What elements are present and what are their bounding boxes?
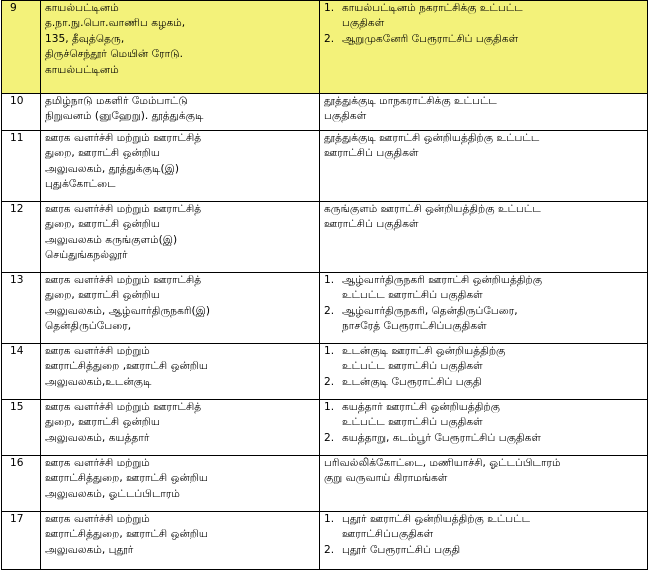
row-number: 13 bbox=[2, 273, 41, 344]
list-item-continuation: ஊராட்சிப்பகுதிகள் bbox=[342, 528, 434, 541]
office-line: காயல்பட்டினம் bbox=[45, 63, 119, 76]
office-line: ஊரக வளர்ச்சி மற்றும் bbox=[45, 457, 150, 469]
office-line: அலுவலகம், ஓட்டப்பிடாரம் bbox=[45, 487, 180, 500]
office-cell bbox=[41, 344, 320, 400]
area-line: பகுதிகள் bbox=[324, 110, 367, 123]
office-line: அலுவலகம், கயத்தார் bbox=[45, 431, 150, 444]
row-number: 15 bbox=[2, 400, 41, 456]
list-item: 2. கயத்தாறு, கடம்பூர் பேரூராட்சிப் பகுதிகள் bbox=[324, 431, 541, 444]
row-number: 10 bbox=[2, 94, 41, 131]
list-item-continuation: உட்பட்ட ஊராட்சிப் பகுதிகள் bbox=[342, 289, 483, 302]
office-line: ஊரக வளர்ச்சி மற்றும் ஊராட்சித் bbox=[45, 203, 202, 215]
office-line: த.நா.நு.பொ.வாணிப கழகம், bbox=[45, 17, 186, 30]
areas-cell bbox=[320, 344, 648, 400]
office-line: அலுவலகம்,உடன்குடி bbox=[45, 375, 152, 388]
list-item: 1. கயத்தார் ஊராட்சி ஒன்றியத்திற்கு bbox=[324, 401, 501, 413]
area-line: ஊராட்சிப் பகுதிகள் bbox=[324, 147, 419, 160]
table-row bbox=[2, 273, 648, 344]
office-line: அலுவலகம், புதூர் bbox=[45, 543, 134, 556]
office-cell bbox=[41, 1, 320, 94]
areas-cell bbox=[320, 131, 648, 202]
table-row bbox=[2, 202, 648, 273]
office-line: செய்துங்கநல்லூர் bbox=[45, 249, 128, 262]
list-item: 2. புதூர் பேரூராட்சிப் பகுதி bbox=[324, 543, 461, 556]
areas-cell bbox=[320, 273, 648, 344]
office-line: தமிழ்நாடு மகளிர் மேம்பாட்டு bbox=[45, 95, 188, 107]
list-item: 1. ஆழ்வார்திருநகரி ஊராட்சி ஒன்றியத்திற்கு bbox=[324, 274, 543, 286]
office-cell bbox=[41, 94, 320, 131]
office-line: திருச்செந்தூர் மெயின் ரோடு. bbox=[45, 48, 183, 61]
list-item: 1. புதூர் ஊராட்சி ஒன்றியத்திற்கு உட்பட்ட bbox=[324, 513, 531, 525]
jurisdiction-table bbox=[1, 0, 648, 570]
office-line: தென்திருப்பேரை, bbox=[45, 320, 132, 333]
office-line: ஊராட்சித்துறை ,ஊராட்சி ஒன்றிய bbox=[45, 360, 208, 373]
office-line: ஊராட்சித்துறை, ஊராட்சி ஒன்றிய bbox=[45, 528, 208, 541]
office-line: ஊரக வளர்ச்சி மற்றும் ஊராட்சித் bbox=[45, 274, 202, 286]
table-row bbox=[2, 512, 648, 570]
list-item-continuation: பகுதிகள் bbox=[342, 17, 385, 30]
office-line: ஊரக வளர்ச்சி மற்றும் bbox=[45, 513, 150, 525]
area-line: கருங்குளம் ஊராட்சி ஒன்றியத்திற்கு உட்பட்ட bbox=[324, 203, 541, 215]
list-item: 2. உடன்குடி பேரூராட்சிப் பகுதி bbox=[324, 375, 482, 388]
office-line: அலுவலகம், ஆழ்வார்திருநகரி(இ) bbox=[45, 304, 211, 317]
areas-cell bbox=[320, 1, 648, 94]
areas-cell bbox=[320, 202, 648, 273]
office-line: புதுக்கோட்டை bbox=[45, 178, 116, 191]
table-row bbox=[2, 344, 648, 400]
list-item: 2. ஆழ்வார்திருநகரி, தென்திருப்பேரை, bbox=[324, 304, 518, 317]
office-line: ஊரக வளர்ச்சி மற்றும் ஊராட்சித் bbox=[45, 132, 202, 144]
row-number: 11 bbox=[2, 131, 41, 202]
office-cell bbox=[41, 456, 320, 512]
office-line: அலுவலகம், தூத்துக்குடி(இ) bbox=[45, 162, 180, 175]
list-item-continuation: நாசரேத் பேரூராட்சிப்பகுதிகள் bbox=[342, 320, 487, 333]
table-row bbox=[2, 456, 648, 512]
area-line: தூத்துக்குடி ஊராட்சி ஒன்றியத்திற்கு உட்பட்ட bbox=[324, 132, 540, 144]
list-item: 2. ஆறுமுகனேரி பேரூராட்சிப் பகுதிகள் bbox=[324, 32, 519, 45]
row-number: 9 bbox=[2, 1, 41, 94]
area-line: பரிவல்லிக்கோட்டை, மணியாச்சி, ஓட்டப்பிடாரம் bbox=[324, 457, 561, 469]
office-line: காயல்பட்டினம் bbox=[45, 2, 119, 14]
areas-cell bbox=[320, 400, 648, 456]
areas-cell bbox=[320, 94, 648, 131]
office-cell bbox=[41, 400, 320, 456]
table-row bbox=[2, 400, 648, 456]
office-line: அலுவலகம் கருங்குளம்(இ) bbox=[45, 233, 178, 246]
list-item-continuation: உட்பட்ட ஊராட்சிப் பகுதிகள் bbox=[342, 416, 483, 429]
table-row bbox=[2, 94, 648, 131]
area-line: ஊராட்சிப் பகுதிகள் bbox=[324, 218, 419, 231]
row-number: 14 bbox=[2, 344, 41, 400]
area-line: தூத்துக்குடி மாநகராட்சிக்கு உட்பட்ட bbox=[324, 95, 497, 107]
office-cell bbox=[41, 512, 320, 570]
office-line: துறை, ஊராட்சி ஒன்றிய bbox=[45, 147, 160, 160]
office-line: துறை, ஊராட்சி ஒன்றிய bbox=[45, 218, 160, 231]
row-number: 17 bbox=[2, 512, 41, 570]
list-item-continuation: உட்பட்ட ஊராட்சிப் பகுதிகள் bbox=[342, 360, 483, 373]
row-number: 12 bbox=[2, 202, 41, 273]
office-line: ஊரக வளர்ச்சி மற்றும் bbox=[45, 345, 150, 357]
office-line: ஊரக வளர்ச்சி மற்றும் ஊராட்சித் bbox=[45, 401, 202, 413]
office-line: துறை, ஊராட்சி ஒன்றிய bbox=[45, 289, 160, 302]
row-number: 16 bbox=[2, 456, 41, 512]
office-line: 135, தீவுத்தெரு, bbox=[45, 32, 125, 45]
office-line: ஊராட்சித்துறை, ஊராட்சி ஒன்றிய bbox=[45, 472, 208, 485]
area-line: குறு வருவாய் கிராமங்கள் bbox=[324, 472, 448, 485]
table-row bbox=[2, 1, 648, 94]
areas-cell bbox=[320, 512, 648, 570]
office-line: துறை, ஊராட்சி ஒன்றிய bbox=[45, 416, 160, 429]
list-item: 1. காயல்பட்டினம் நகராட்சிக்கு உட்பட்ட bbox=[324, 2, 523, 14]
office-cell bbox=[41, 202, 320, 273]
office-cell bbox=[41, 273, 320, 344]
table-row bbox=[2, 131, 648, 202]
areas-cell bbox=[320, 456, 648, 512]
office-line: நிறுவனம் (னுஹேறு). தூத்துக்குடி bbox=[45, 110, 204, 123]
list-item: 1. உடன்குடி ஊராட்சி ஒன்றியத்திற்கு bbox=[324, 345, 506, 357]
office-cell bbox=[41, 131, 320, 202]
